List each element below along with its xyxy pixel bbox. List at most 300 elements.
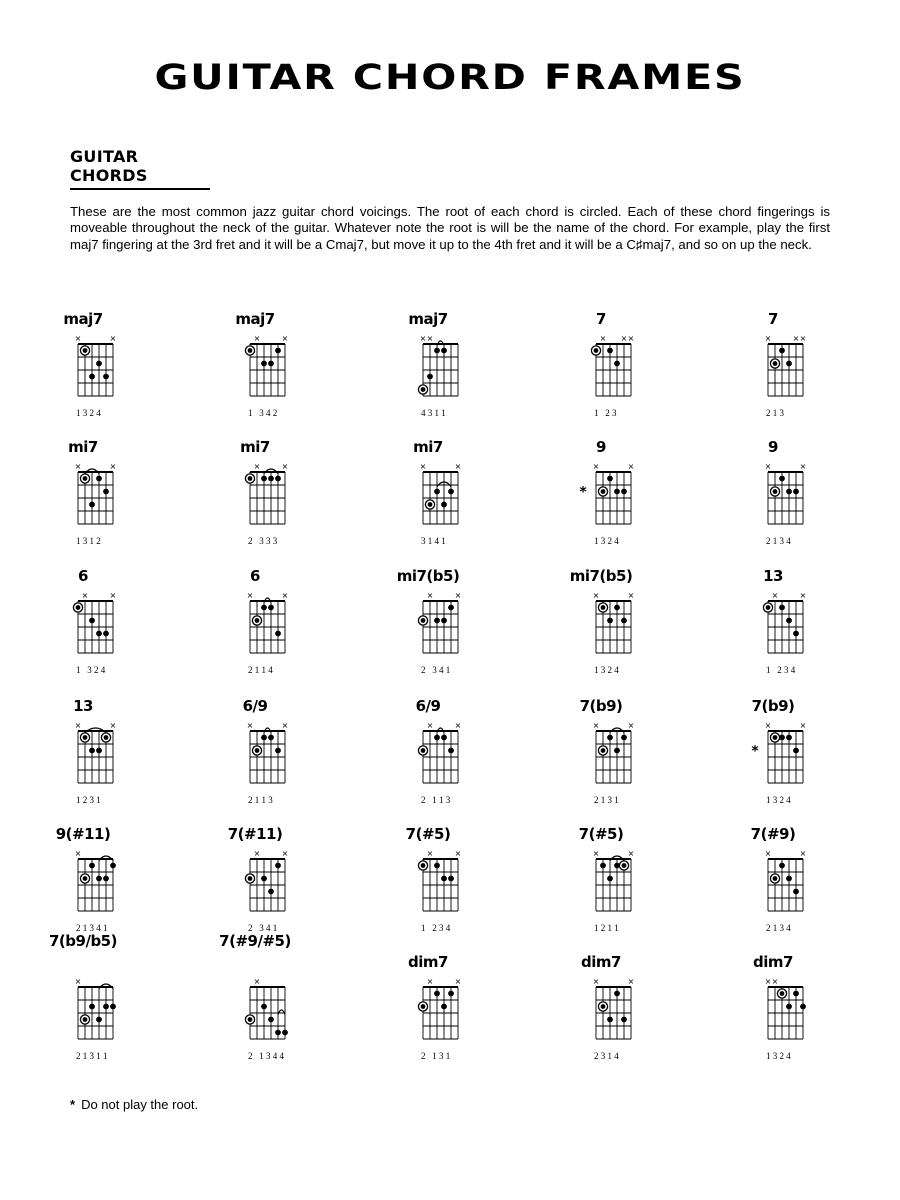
- finger-dot: [607, 735, 613, 741]
- finger-dot: [614, 489, 620, 495]
- intro-paragraph: These are the most common jazz guitar chord voicings. The root of each chord is circled. Each of these chord fingerings is moveable throughout the neck of the guitar. Whatever note the root is will be the name of the chord. For example, play the first maj7 fingering at the 3rd fret and it will be a Cmaj7, but move it up to the 4th fret and it will be a C♯maj7, and so on up the neck.: [70, 204, 830, 252]
- finger-dot: [434, 991, 440, 997]
- finger-dot: [607, 618, 613, 624]
- fingering-numbers: 1 3 2 4: [594, 536, 619, 546]
- muted-string-mark: ×: [799, 849, 807, 858]
- root-dot: [248, 876, 253, 881]
- finger-dot: [786, 735, 792, 741]
- root-dot: [421, 387, 426, 392]
- root-dot: [601, 605, 606, 610]
- chord-frame: [728, 557, 818, 682]
- muted-string-mark: ×: [81, 591, 89, 600]
- fingering-numbers: 1 2 3 4: [766, 665, 796, 675]
- fingering-numbers: 2 1 1 3: [248, 795, 273, 805]
- muted-string-mark: ×: [419, 462, 427, 471]
- chord-name: maj7: [235, 310, 275, 328]
- root-dot: [773, 876, 778, 881]
- fretboard-diagram: [556, 557, 646, 667]
- fretboard-diagram: [728, 687, 818, 797]
- fretboard-diagram: [383, 687, 473, 797]
- footnote-text: Do not play the root.: [81, 1097, 199, 1112]
- muted-string-mark: ×: [74, 721, 82, 730]
- finger-dot: [614, 361, 620, 367]
- fretboard-diagram: [210, 300, 300, 410]
- finger-dot: [261, 735, 267, 741]
- chord-name: 7(b9/b5): [49, 932, 117, 950]
- fretboard-diagram: [210, 557, 300, 667]
- muted-string-mark: ×: [627, 334, 635, 343]
- fretboard-diagram: [728, 557, 818, 667]
- root-dot: [248, 476, 253, 481]
- fingering-numbers: 1 3 2 4: [766, 795, 791, 805]
- fretboard-diagram: [38, 428, 128, 538]
- root-dot: [780, 991, 785, 996]
- finger-dot: [261, 476, 267, 482]
- muted-string-mark: ×: [246, 721, 254, 730]
- fretboard-diagram: [210, 943, 300, 1053]
- fingering-numbers: 1 3 2 4: [76, 665, 106, 675]
- fretboard-diagram: [556, 815, 646, 925]
- finger-dot: [600, 863, 606, 869]
- finger-dot: [614, 991, 620, 997]
- chord-frame: [210, 428, 300, 553]
- finger-dot: [282, 1030, 288, 1036]
- muted-string-mark: ×: [592, 849, 600, 858]
- fingering-numbers: 2 1 3 4: [766, 923, 791, 933]
- chord-name: 6: [78, 567, 88, 585]
- muted-string-mark: ×: [109, 462, 117, 471]
- chord-frame: [210, 815, 300, 940]
- root-dot: [421, 618, 426, 623]
- chord-name: dim7: [581, 953, 621, 971]
- muted-string-mark: ×: [426, 591, 434, 600]
- root-dot: [83, 348, 88, 353]
- finger-dot: [96, 361, 102, 367]
- finger-dot: [621, 618, 627, 624]
- muted-string-mark: ×: [599, 334, 607, 343]
- chord-frame: [556, 300, 646, 425]
- chord-name: 6/9: [242, 697, 268, 715]
- finger-dot: [275, 863, 281, 869]
- chord-frame: [556, 815, 646, 940]
- fingering-numbers: 2 3 1 4: [594, 1051, 619, 1061]
- finger-dot: [793, 631, 799, 637]
- muted-string-mark: ×: [771, 977, 779, 986]
- muted-string-mark: ×: [74, 849, 82, 858]
- chord-frame: [38, 428, 128, 553]
- finger-dot: [448, 748, 454, 754]
- muted-string-mark: ×: [419, 334, 427, 343]
- root-dot: [83, 735, 88, 740]
- chord-frame: [383, 687, 473, 812]
- finger-dot: [275, 476, 281, 482]
- muted-string-mark: ×: [281, 462, 289, 471]
- root-dot: [601, 1004, 606, 1009]
- finger-dot: [793, 991, 799, 997]
- fingering-numbers: 2 1 3 4 1: [76, 923, 108, 933]
- muted-string-mark: ×: [246, 591, 254, 600]
- finger-dot: [268, 1017, 274, 1023]
- finger-dot: [89, 618, 95, 624]
- root-dot: [601, 748, 606, 753]
- finger-dot: [96, 1017, 102, 1023]
- muted-string-mark: ×: [454, 591, 462, 600]
- chord-frame: [38, 815, 128, 940]
- finger-dot: [89, 374, 95, 380]
- chord-frame: [38, 300, 128, 425]
- finger-dot: [96, 748, 102, 754]
- fingering-numbers: 2 1 1 3: [421, 795, 451, 805]
- chord-name: 9: [768, 438, 778, 456]
- muted-string-mark: ×: [771, 591, 779, 600]
- do-not-play-root-marker: *: [579, 484, 587, 501]
- fingering-numbers: 2 1 3 4: [766, 536, 791, 546]
- finger-dot: [779, 605, 785, 611]
- chord-name: 7(#5): [405, 825, 451, 843]
- muted-string-mark: ×: [764, 849, 772, 858]
- chord-frame: [210, 932, 300, 1068]
- chord-name: 9: [596, 438, 606, 456]
- muted-string-mark: ×: [764, 977, 772, 986]
- chord-name: 7(b9): [751, 697, 795, 715]
- muted-string-mark: ×: [74, 462, 82, 471]
- finger-dot: [793, 889, 799, 895]
- chord-frame: [728, 428, 818, 553]
- fretboard-diagram: [728, 300, 818, 410]
- fretboard-diagram: [210, 428, 300, 538]
- fingering-numbers: 1 3 2 4: [766, 1051, 791, 1061]
- fretboard-diagram: [728, 428, 818, 538]
- muted-string-mark: ×: [592, 462, 600, 471]
- fretboard-diagram: [556, 300, 646, 410]
- muted-string-mark: ×: [426, 721, 434, 730]
- muted-string-mark: ×: [799, 721, 807, 730]
- finger-dot: [275, 631, 281, 637]
- finger-dot: [103, 489, 109, 495]
- chord-frame: [556, 943, 646, 1068]
- fretboard-diagram: [38, 943, 128, 1053]
- barre-arc: [278, 1010, 285, 1015]
- chord-frame: [383, 428, 473, 553]
- muted-string-mark: ×: [627, 591, 635, 600]
- finger-dot: [261, 361, 267, 367]
- page-title: GUITAR CHORD FRAMES: [154, 58, 746, 98]
- chord-frame: [556, 557, 646, 682]
- finger-dot: [607, 876, 613, 882]
- chord-frame: [556, 687, 646, 812]
- finger-dot: [800, 1004, 806, 1010]
- root-dot: [421, 748, 426, 753]
- finger-dot: [448, 876, 454, 882]
- chord-name: 13: [763, 567, 783, 585]
- chord-name: 7(#11): [227, 825, 283, 843]
- chord-name: 7(#5): [578, 825, 624, 843]
- finger-dot: [96, 476, 102, 482]
- fingering-numbers: 1 2 1 1: [594, 923, 619, 933]
- muted-string-mark: ×: [592, 721, 600, 730]
- finger-dot: [441, 1004, 447, 1010]
- muted-string-mark: ×: [253, 977, 261, 986]
- chord-name: dim7: [753, 953, 793, 971]
- finger-dot: [607, 348, 613, 354]
- fretboard-diagram: [383, 943, 473, 1053]
- finger-dot: [434, 735, 440, 741]
- muted-string-mark: ×: [792, 334, 800, 343]
- do-not-play-root-marker: *: [751, 743, 759, 760]
- fingering-numbers: 4 3 1 1: [421, 408, 446, 418]
- finger-dot: [786, 489, 792, 495]
- finger-dot: [268, 889, 274, 895]
- finger-dot: [441, 502, 447, 508]
- finger-dot: [779, 476, 785, 482]
- muted-string-mark: ×: [627, 462, 635, 471]
- chord-frame: [38, 932, 128, 1068]
- muted-string-mark: ×: [281, 849, 289, 858]
- chord-frame: [210, 687, 300, 812]
- muted-string-mark: ×: [454, 977, 462, 986]
- section-heading: GUITAR CHORDS: [70, 147, 210, 190]
- finger-dot: [261, 1004, 267, 1010]
- chord-frame: [210, 300, 300, 425]
- muted-string-mark: ×: [592, 977, 600, 986]
- fretboard-diagram: [38, 557, 128, 667]
- root-dot: [83, 1017, 88, 1022]
- root-dot: [428, 502, 433, 507]
- finger-dot: [96, 876, 102, 882]
- fingering-numbers: 2 1 3 1: [594, 795, 619, 805]
- finger-dot: [89, 863, 95, 869]
- finger-dot: [110, 863, 116, 869]
- fretboard-diagram: [38, 815, 128, 925]
- fingering-numbers: 2 1 3 1 1: [76, 1051, 108, 1061]
- muted-string-mark: ×: [592, 591, 600, 600]
- fingering-numbers: 2 1 3: [766, 408, 784, 418]
- root-dot: [766, 605, 771, 610]
- root-dot: [248, 1017, 253, 1022]
- chord-frame: [38, 687, 128, 812]
- chord-name: 7(b9): [579, 697, 623, 715]
- fretboard-diagram: [210, 687, 300, 797]
- chord-name: mi7: [68, 438, 98, 456]
- root-dot: [83, 876, 88, 881]
- finger-dot: [268, 735, 274, 741]
- finger-dot: [779, 348, 785, 354]
- finger-dot: [621, 1017, 627, 1023]
- root-dot: [255, 618, 260, 623]
- chord-frame: [383, 557, 473, 682]
- fretboard-diagram: [728, 943, 818, 1053]
- finger-dot: [96, 631, 102, 637]
- root-dot: [594, 348, 599, 353]
- chord-name: 7: [768, 310, 778, 328]
- root-dot: [248, 348, 253, 353]
- chord-frame: [728, 943, 818, 1068]
- muted-string-mark: ×: [454, 721, 462, 730]
- chord-name: 6: [250, 567, 260, 585]
- finger-dot: [434, 863, 440, 869]
- muted-string-mark: ×: [764, 462, 772, 471]
- finger-dot: [268, 605, 274, 611]
- root-dot: [773, 489, 778, 494]
- muted-string-mark: ×: [281, 721, 289, 730]
- fingering-numbers: 1 3 4 2: [248, 408, 278, 418]
- chord-frame: [383, 943, 473, 1068]
- muted-string-mark: ×: [454, 462, 462, 471]
- root-dot: [622, 863, 627, 868]
- fretboard-diagram: [556, 687, 646, 797]
- fingering-numbers: 1 3 2 4: [76, 408, 101, 418]
- muted-string-mark: ×: [627, 977, 635, 986]
- finger-dot: [103, 374, 109, 380]
- finger-dot: [434, 489, 440, 495]
- muted-string-mark: ×: [764, 721, 772, 730]
- chord-name: maj7: [63, 310, 103, 328]
- chord-name: mi7(b5): [396, 567, 460, 585]
- chord-frame: [210, 557, 300, 682]
- finger-dot: [786, 361, 792, 367]
- finger-dot: [434, 618, 440, 624]
- chord-grid: [0, 300, 900, 1060]
- fingering-numbers: 1 2 3 4: [421, 923, 451, 933]
- chord-name: 7: [596, 310, 606, 328]
- muted-string-mark: ×: [253, 849, 261, 858]
- finger-dot: [89, 748, 95, 754]
- muted-string-mark: ×: [74, 334, 82, 343]
- fingering-numbers: 1 2 3 1: [76, 795, 101, 805]
- finger-dot: [448, 991, 454, 997]
- finger-dot: [261, 876, 267, 882]
- fingering-numbers: 3 1 4 1: [421, 536, 446, 546]
- root-dot: [255, 748, 260, 753]
- finger-dot: [427, 374, 433, 380]
- finger-dot: [275, 1030, 281, 1036]
- fretboard-diagram: [383, 557, 473, 667]
- chord-name: 6/9: [415, 697, 441, 715]
- muted-string-mark: ×: [620, 334, 628, 343]
- chord-name: 9(#11): [55, 825, 111, 843]
- chord-frame: [728, 300, 818, 425]
- finger-dot: [786, 876, 792, 882]
- finger-dot: [614, 605, 620, 611]
- finger-dot: [89, 502, 95, 508]
- finger-dot: [261, 605, 267, 611]
- chord-frame: [728, 687, 818, 812]
- footnote-marker: *: [70, 1097, 76, 1112]
- fretboard-diagram: [556, 428, 646, 538]
- footnote: [70, 1097, 198, 1112]
- finger-dot: [268, 361, 274, 367]
- fretboard-diagram: [383, 428, 473, 538]
- chord-name: mi7(b5): [569, 567, 633, 585]
- chord-name: 13: [73, 697, 93, 715]
- muted-string-mark: ×: [799, 334, 807, 343]
- root-dot: [421, 1004, 426, 1009]
- finger-dot: [441, 876, 447, 882]
- finger-dot: [793, 748, 799, 754]
- finger-dot: [786, 1004, 792, 1010]
- chord-frame: [383, 300, 473, 425]
- fingering-numbers: 1 2 3: [594, 408, 617, 418]
- fretboard-diagram: [383, 300, 473, 410]
- chord-name: dim7: [408, 953, 448, 971]
- chord-name: mi7: [413, 438, 443, 456]
- muted-string-mark: ×: [426, 334, 434, 343]
- finger-dot: [786, 618, 792, 624]
- fretboard-diagram: [38, 300, 128, 410]
- fretboard-diagram: [383, 815, 473, 925]
- muted-string-mark: ×: [764, 334, 772, 343]
- finger-dot: [607, 476, 613, 482]
- muted-string-mark: ×: [253, 462, 261, 471]
- muted-string-mark: ×: [109, 334, 117, 343]
- muted-string-mark: ×: [281, 591, 289, 600]
- root-dot: [601, 489, 606, 494]
- fingering-numbers: 2 3 4 1: [248, 923, 278, 933]
- fretboard-diagram: [210, 815, 300, 925]
- fingering-numbers: 1 3 1 2: [76, 536, 101, 546]
- finger-dot: [275, 348, 281, 354]
- muted-string-mark: ×: [799, 591, 807, 600]
- finger-dot: [621, 489, 627, 495]
- fingering-numbers: 2 3 4 1: [421, 665, 451, 675]
- root-dot: [421, 863, 426, 868]
- muted-string-mark: ×: [799, 462, 807, 471]
- muted-string-mark: ×: [74, 977, 82, 986]
- muted-string-mark: ×: [253, 334, 261, 343]
- finger-dot: [268, 476, 274, 482]
- fingering-numbers: 2 1 3 1: [421, 1051, 451, 1061]
- chord-name: mi7: [240, 438, 270, 456]
- finger-dot: [441, 735, 447, 741]
- muted-string-mark: ×: [627, 849, 635, 858]
- finger-dot: [441, 348, 447, 354]
- muted-string-mark: ×: [109, 721, 117, 730]
- finger-dot: [103, 876, 109, 882]
- finger-dot: [793, 489, 799, 495]
- chord-frame: [556, 428, 646, 553]
- root-dot: [773, 735, 778, 740]
- finger-dot: [89, 1004, 95, 1010]
- finger-dot: [448, 605, 454, 611]
- fretboard-diagram: [38, 687, 128, 797]
- muted-string-mark: ×: [109, 591, 117, 600]
- root-dot: [104, 735, 109, 740]
- chord-frame: [38, 557, 128, 682]
- root-dot: [76, 605, 81, 610]
- finger-dot: [448, 489, 454, 495]
- finger-dot: [614, 748, 620, 754]
- fretboard-diagram: [556, 943, 646, 1053]
- root-dot: [773, 361, 778, 366]
- finger-dot: [607, 1017, 613, 1023]
- finger-dot: [103, 631, 109, 637]
- finger-dot: [110, 1004, 116, 1010]
- finger-dot: [779, 735, 785, 741]
- finger-dot: [441, 618, 447, 624]
- muted-string-mark: ×: [426, 849, 434, 858]
- muted-string-mark: ×: [454, 849, 462, 858]
- chord-frame: [728, 815, 818, 940]
- muted-string-mark: ×: [426, 977, 434, 986]
- chord-name: 7(#9/#5): [219, 932, 291, 950]
- finger-dot: [434, 348, 440, 354]
- fingering-numbers: 2 3 3 3: [248, 536, 278, 546]
- muted-string-mark: ×: [627, 721, 635, 730]
- chord-frame: [383, 815, 473, 940]
- finger-dot: [103, 1004, 109, 1010]
- chord-name: 7(#9): [750, 825, 796, 843]
- fingering-numbers: 1 3 2 4: [594, 665, 619, 675]
